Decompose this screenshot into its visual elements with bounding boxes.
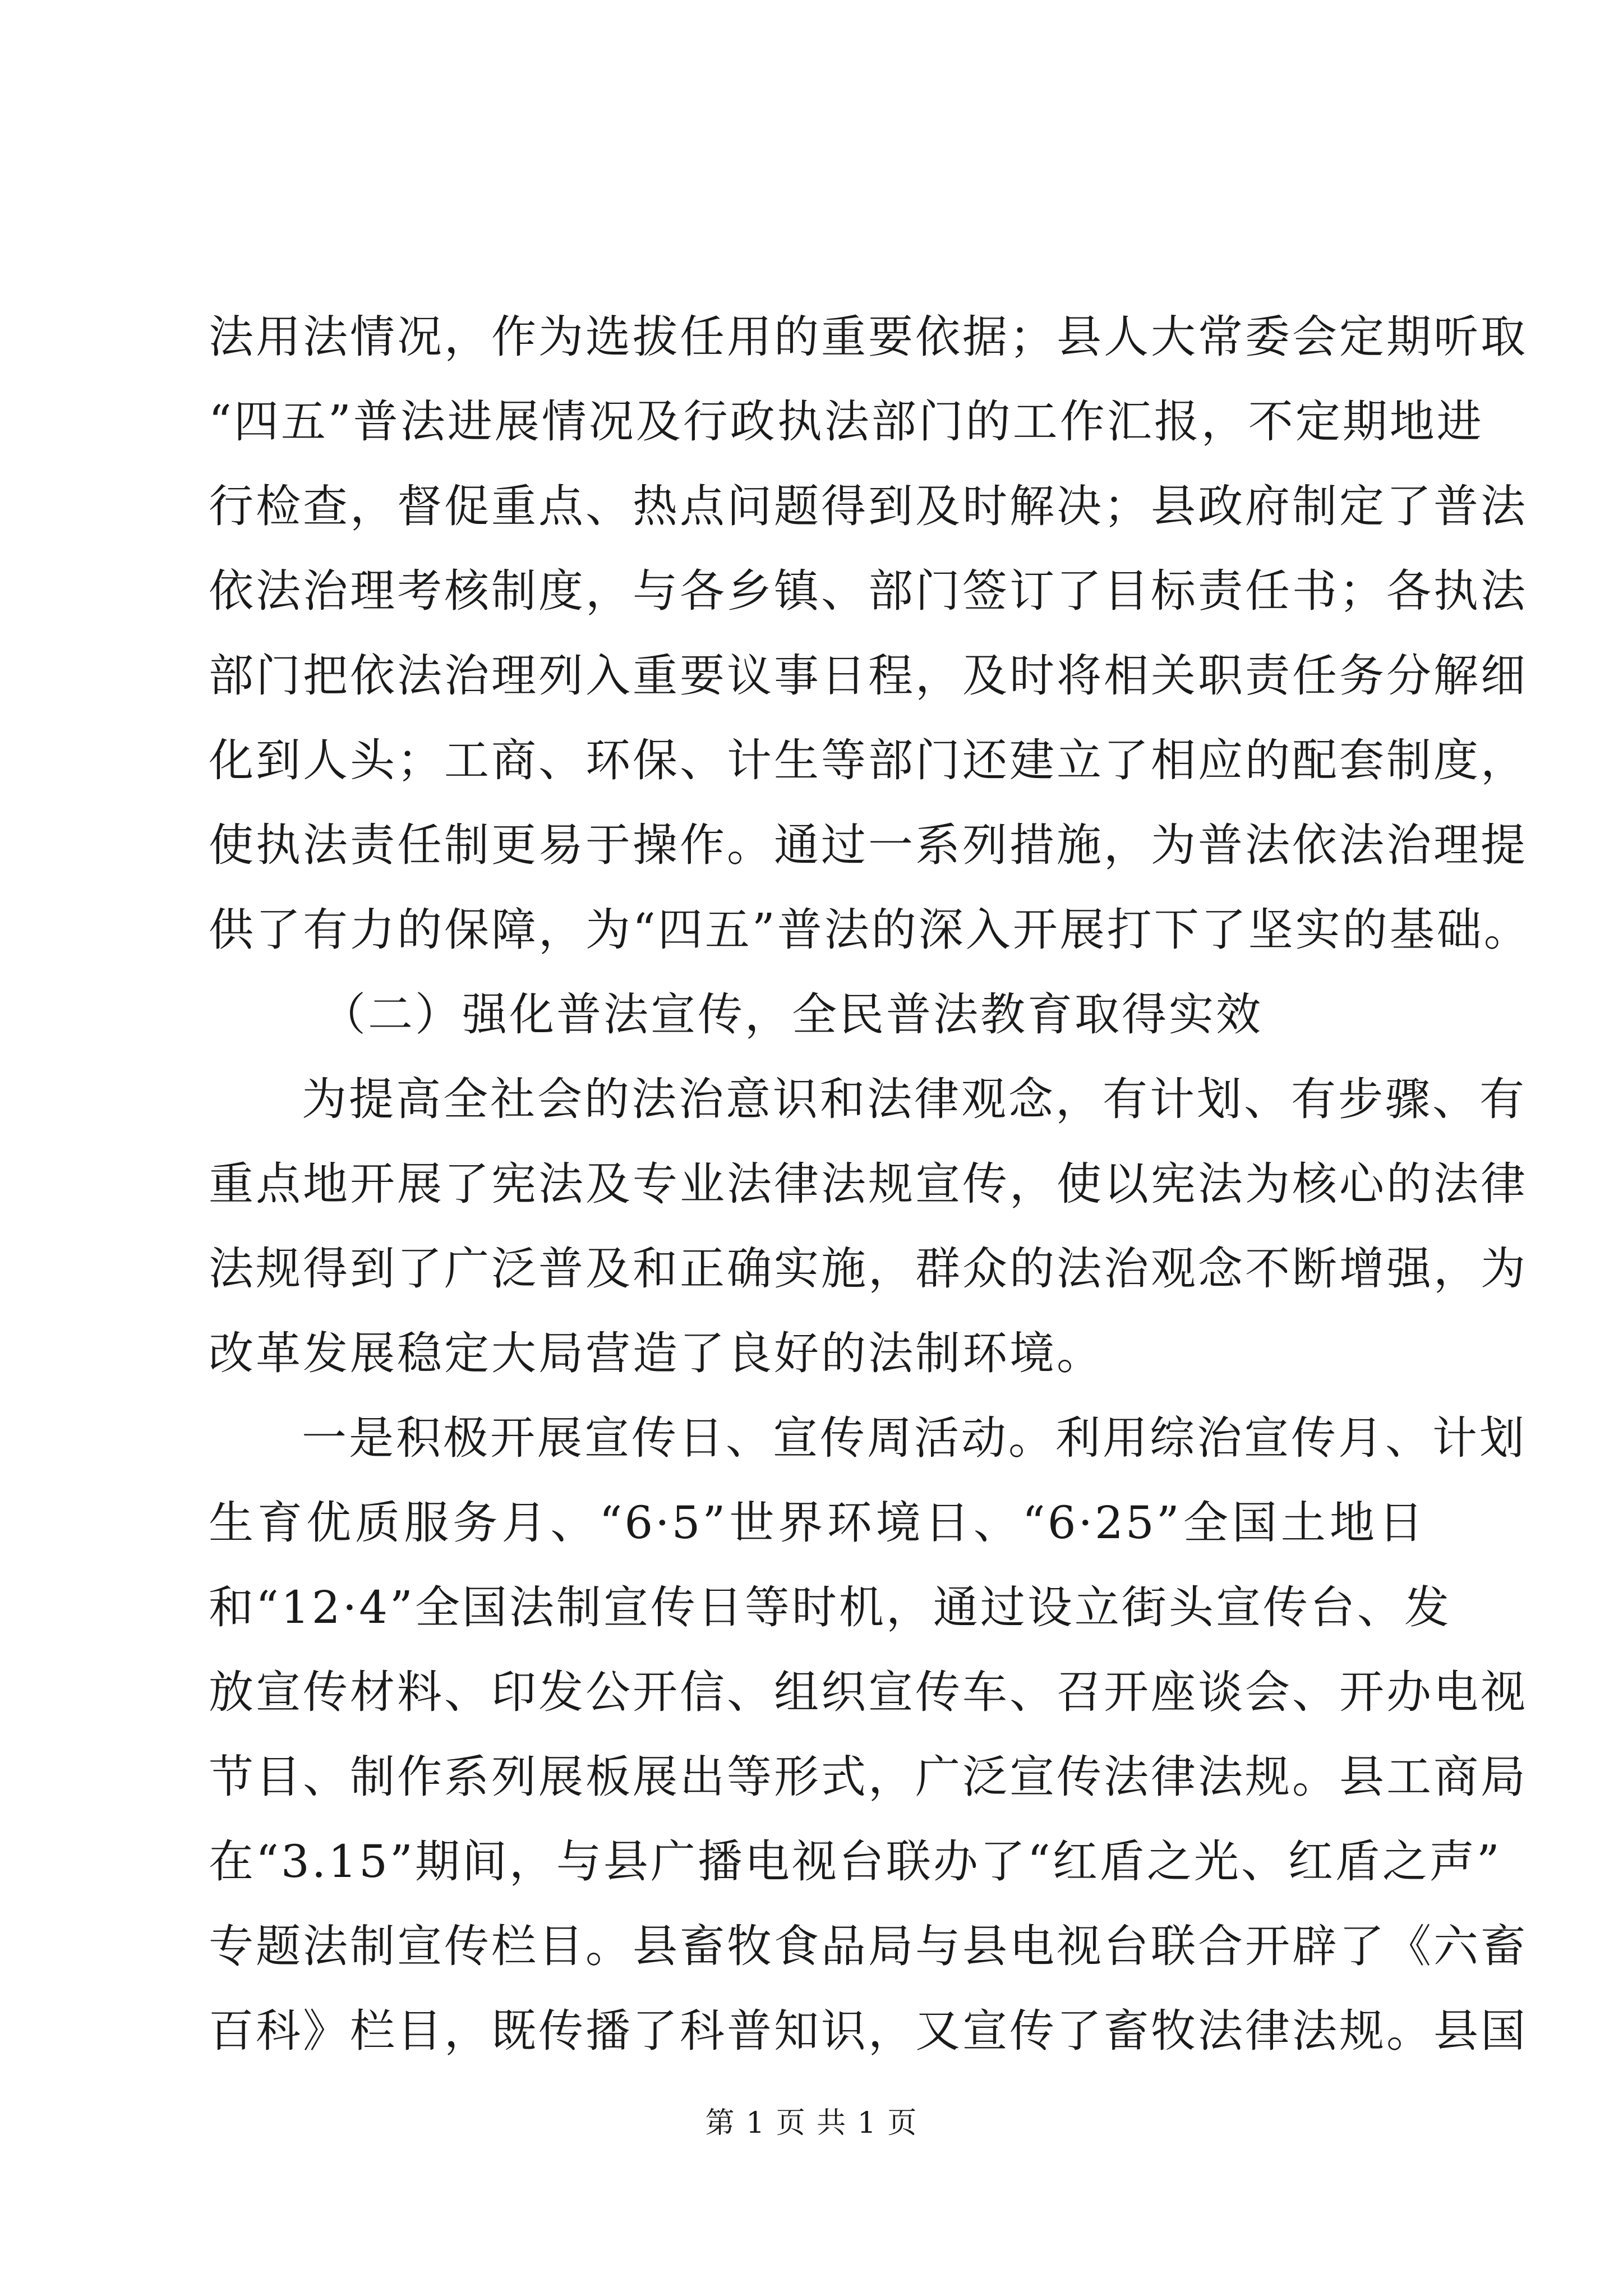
text-line: 法用法情况，作为选拔任用的重要依据；县人大常委会定期听取 xyxy=(209,311,1528,363)
text-line: 和“12·4”全国法制宣传日等时机，通过设立街头宣传台、发 xyxy=(209,1581,1451,1634)
text-line: 重点地开展了宪法及专业法律法规宣传，使以宪法为核心的法律 xyxy=(209,1158,1528,1210)
text-line: 部门把依法治理列入重要议事日程，及时将相关职责任务分解细 xyxy=(209,650,1528,702)
text-line: 行检查，督促重点、热点问题得到及时解决；县政府制定了普法 xyxy=(209,480,1528,532)
text-line: 放宣传材料、印发公开信、组织宣传车、召开座谈会、开办电视 xyxy=(209,1666,1528,1718)
text-line: 生育优质服务月、“6·5”世界环境日、“6·25”全国土地日 xyxy=(209,1497,1426,1549)
text-line: 供了有力的保障，为“四五”普法的深入开展打下了坚实的基础。 xyxy=(209,904,1531,956)
paragraph-first-line: 一是积极开展宣传日、宣传周活动。利用综治宣传月、计划 xyxy=(302,1412,1527,1464)
text-line: 节目、制作系列展板展出等形式，广泛宣传法律法规。县工商局 xyxy=(209,1751,1528,1803)
page-number-footer: 第 1 页 共 1 页 xyxy=(705,2106,918,2140)
section-heading: （二）强化普法宣传，全民普法教育取得实效 xyxy=(321,988,1263,1041)
text-line: 依法治理考核制度，与各乡镇、部门签订了目标责任书；各执法 xyxy=(209,565,1528,617)
text-line: “四五”普法进展情况及行政执法部门的工作汇报，不定期地进 xyxy=(209,395,1484,448)
text-line: 改革发展稳定大局营造了良好的法制环境。 xyxy=(209,1327,1104,1379)
text-line: 使执法责任制更易于操作。通过一系列措施，为普法依法治理提 xyxy=(209,819,1528,871)
document-body xyxy=(209,295,1531,2073)
text-line: 专题法制宣传栏目。县畜牧食品局与县电视台联合开辟了《六畜 xyxy=(209,1920,1528,1972)
text-line: 法规得到了广泛普及和正确实施，群众的法治观念不断增强，为 xyxy=(209,1243,1528,1295)
text-line: 化到人头；工商、环保、计生等部门还建立了相应的配套制度， xyxy=(209,734,1528,786)
text-line: 百科》栏目，既传播了科普知识，又宣传了畜牧法律法规。县国 xyxy=(209,2005,1528,2057)
text-line: 在“3.15”期间，与县广播电视台联办了“红盾之光、红盾之声” xyxy=(209,1835,1502,1888)
paragraph-first-line: 为提高全社会的法治意识和法律观念，有计划、有步骤、有 xyxy=(302,1073,1527,1125)
